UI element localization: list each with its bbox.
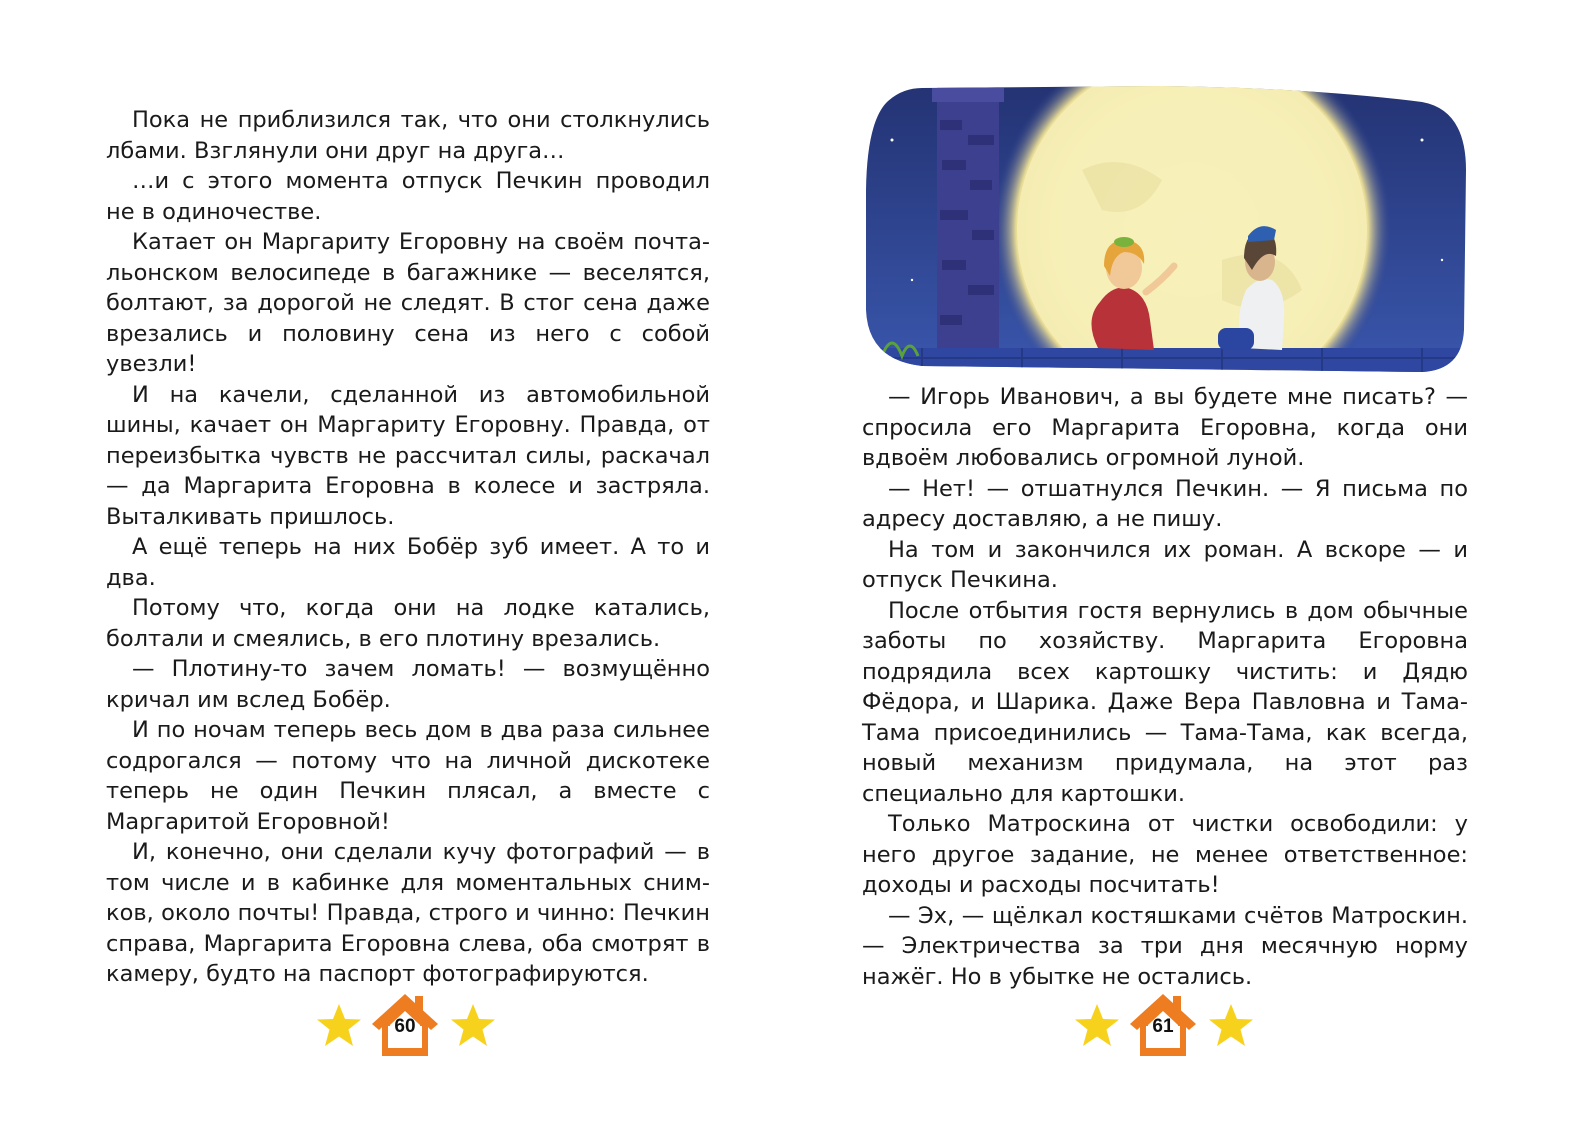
paragraph: Потому что, когда они на лодке катались, болтали и смеялись, в его плотину врезались.	[106, 595, 710, 652]
moon-night-illustration	[862, 80, 1468, 376]
page-number: 60	[394, 1016, 416, 1037]
paragraph: — Нет! — отшатнулся Печкин. — Я письма по адресу доставляю, а не пишу.	[862, 475, 1468, 532]
paragraph: — Плотину-то зачем ломать! — возмущённо кричал им вслед Бобёр.	[106, 656, 710, 713]
illustration-image	[862, 80, 1468, 376]
paragraph: И по ночам теперь весь дом в два раза сильнее содрогался — потому что на личной дискотеке теперь не один Печкин плясал, а вместе с Маргаритой Егоровной!	[106, 717, 710, 835]
right-page-text	[862, 382, 1468, 992]
paragraph: На том и закончился их роман. А вскоре — и отпуск Печкина.	[862, 536, 1468, 593]
paragraph: И на качели, сделанной из автомобильной шины, качает он Маргариту Егоровну. Правда, от переизбытка чувств не рассчитал силы, раскачал — да Маргарита Егоровна в колесе и застряла. Выталкивать пришлось.	[106, 381, 710, 530]
star-icon	[1074, 1002, 1120, 1048]
paragraph: Только Матроскина от чистки освободили: у него другое задание, не менее ответственное: доходы и расходы посчитать!	[862, 811, 1468, 898]
paragraph: — Игорь Иванович, а вы будете мне писать? — спросила его Маргарита Егоровна, когда они вдвоём любовались огромной луной.	[862, 384, 1468, 471]
paragraph: …и с этого момента отпуск Печкин проводил не в одиночестве.	[106, 168, 710, 225]
left-page-text	[106, 105, 710, 990]
star-icon	[1208, 1002, 1254, 1048]
paragraph: — Эх, — щёлкал костяшками счётов Матроскин. — Электричества за три дня месячную норму нажёг. Но в убытке не остались.	[862, 902, 1468, 990]
star-icon	[316, 1002, 362, 1048]
paragraph: А ещё теперь на них Бобёр зуб имеет. А то и два.	[106, 534, 710, 591]
paragraph: И, конечно, они сделали кучу фотографий — в том числе и в кабинке для моментальных снимков, около почты! Правда, строго и чинно: Печкин справа, Маргарита Егоровна слева, оба смотрят в камеру, будто на паспорт фотографируются.	[106, 839, 710, 987]
paragraph: После отбытия гостя вернулись в дом обычные заботы по хозяйству. Маргарита Егоровна подрядила всех картошку чистить: и Дядю Фёдора, и Шарика. Даже Вера Павловна и Тама-Тама присоединились — Тама-Тама, как всегда, новый механизм придумала, на этот раз специально для картошки.	[862, 597, 1468, 807]
page-footer-right	[1074, 992, 1254, 1062]
page-footer-left	[316, 992, 496, 1062]
paragraph: Пока не приблизился так, что они столкнулись лбами. Взглянули они друг на друга…	[106, 107, 710, 164]
page-number: 61	[1152, 1016, 1174, 1037]
paragraph: Катает он Маргариту Егоровну на своём почтальонском велосипеде в багажнике — веселятся, болтают, за дорогой не следят. В стог сена даже врезались и половину сена из него с собой увезли!	[106, 229, 710, 377]
star-icon	[450, 1002, 496, 1048]
right-page	[796, 0, 1592, 1125]
